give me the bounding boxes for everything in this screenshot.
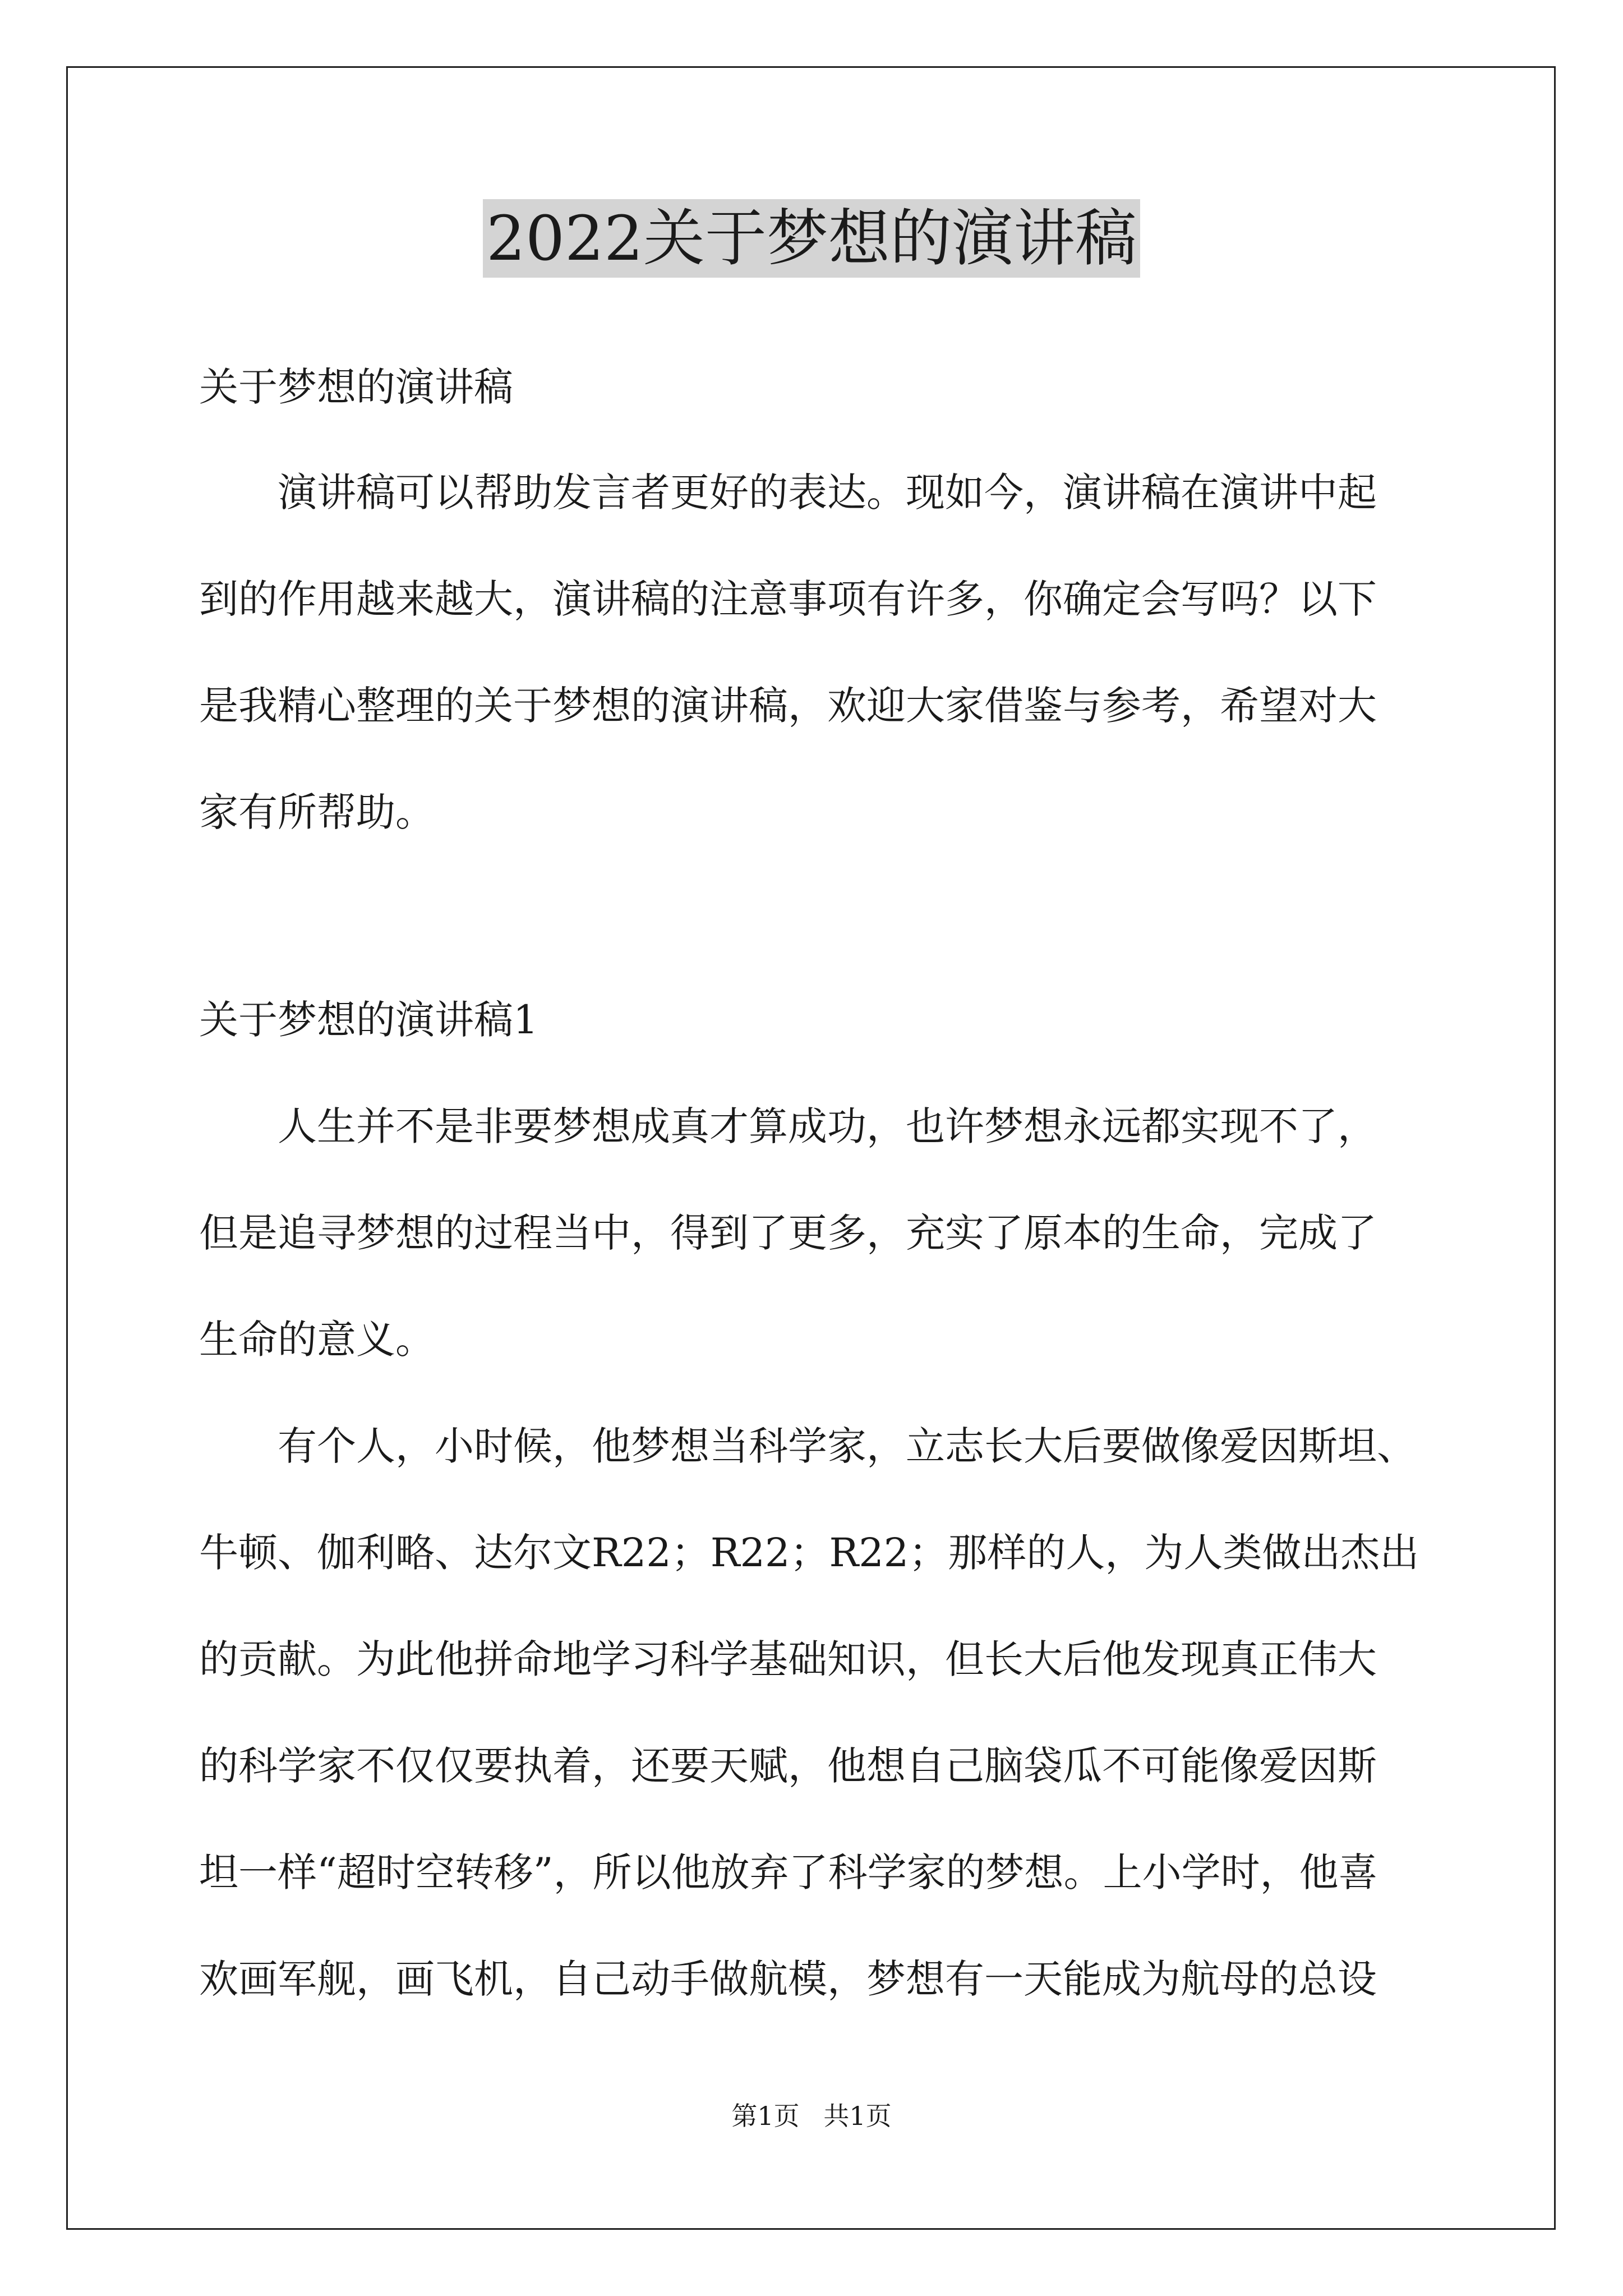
paragraph-line: 的贡献。为此他拼命地学习科学基础知识，但长大后他发现真正伟大 <box>199 1636 1377 1682</box>
page-total: 共1页 <box>823 2101 892 2131</box>
intro-line: 演讲稿可以帮助发言者更好的表达。现如今，演讲稿在演讲中起 <box>278 470 1377 516</box>
paragraph-line: 有个人，小时候，他梦想当科学家，立志长大后要做像爱因斯坦、 <box>278 1423 1416 1469</box>
paragraph-line: 欢画军舰，画飞机，自己动手做航模，梦想有一天能成为航母的总设 <box>199 1956 1377 2002</box>
document-title: 2022关于梦想的演讲稿 <box>483 199 1140 278</box>
paragraph-line: 但是追寻梦想的过程当中，得到了更多，充实了原本的生命，完成了 <box>199 1210 1377 1256</box>
page-number: 第1页 <box>731 2101 800 2131</box>
intro-line: 家有所帮助。 <box>199 789 435 835</box>
paragraph-line: 人生并不是非要梦想成真才算成功，也许梦想永远都实现不了， <box>278 1103 1377 1149</box>
paragraph-line: 的科学家不仅仅要执着，还要天赋，他想自己脑袋瓜不可能像爱因斯 <box>199 1743 1377 1789</box>
paragraph-line: 牛顿、伽利略、达尔文R22；R22；R22；那样的人，为人类做出杰出 <box>199 1530 1419 1576</box>
intro-line: 是我精心整理的关于梦想的演讲稿，欢迎大家借鉴与参考，希望对大 <box>199 683 1377 729</box>
subtitle: 关于梦想的演讲稿 <box>199 364 513 410</box>
paragraph-line: 生命的意义。 <box>199 1317 435 1363</box>
section-heading: 关于梦想的演讲稿1 <box>199 997 538 1043</box>
intro-line: 到的作用越来越大，演讲稿的注意事项有许多，你确定会写吗？以下 <box>199 576 1377 622</box>
page-footer <box>0 2099 1623 2133</box>
title-container <box>0 199 1623 278</box>
paragraph-line: 坦一样“超时空转移”，所以他放弃了科学家的梦想。上小学时，他喜 <box>199 1849 1378 1895</box>
